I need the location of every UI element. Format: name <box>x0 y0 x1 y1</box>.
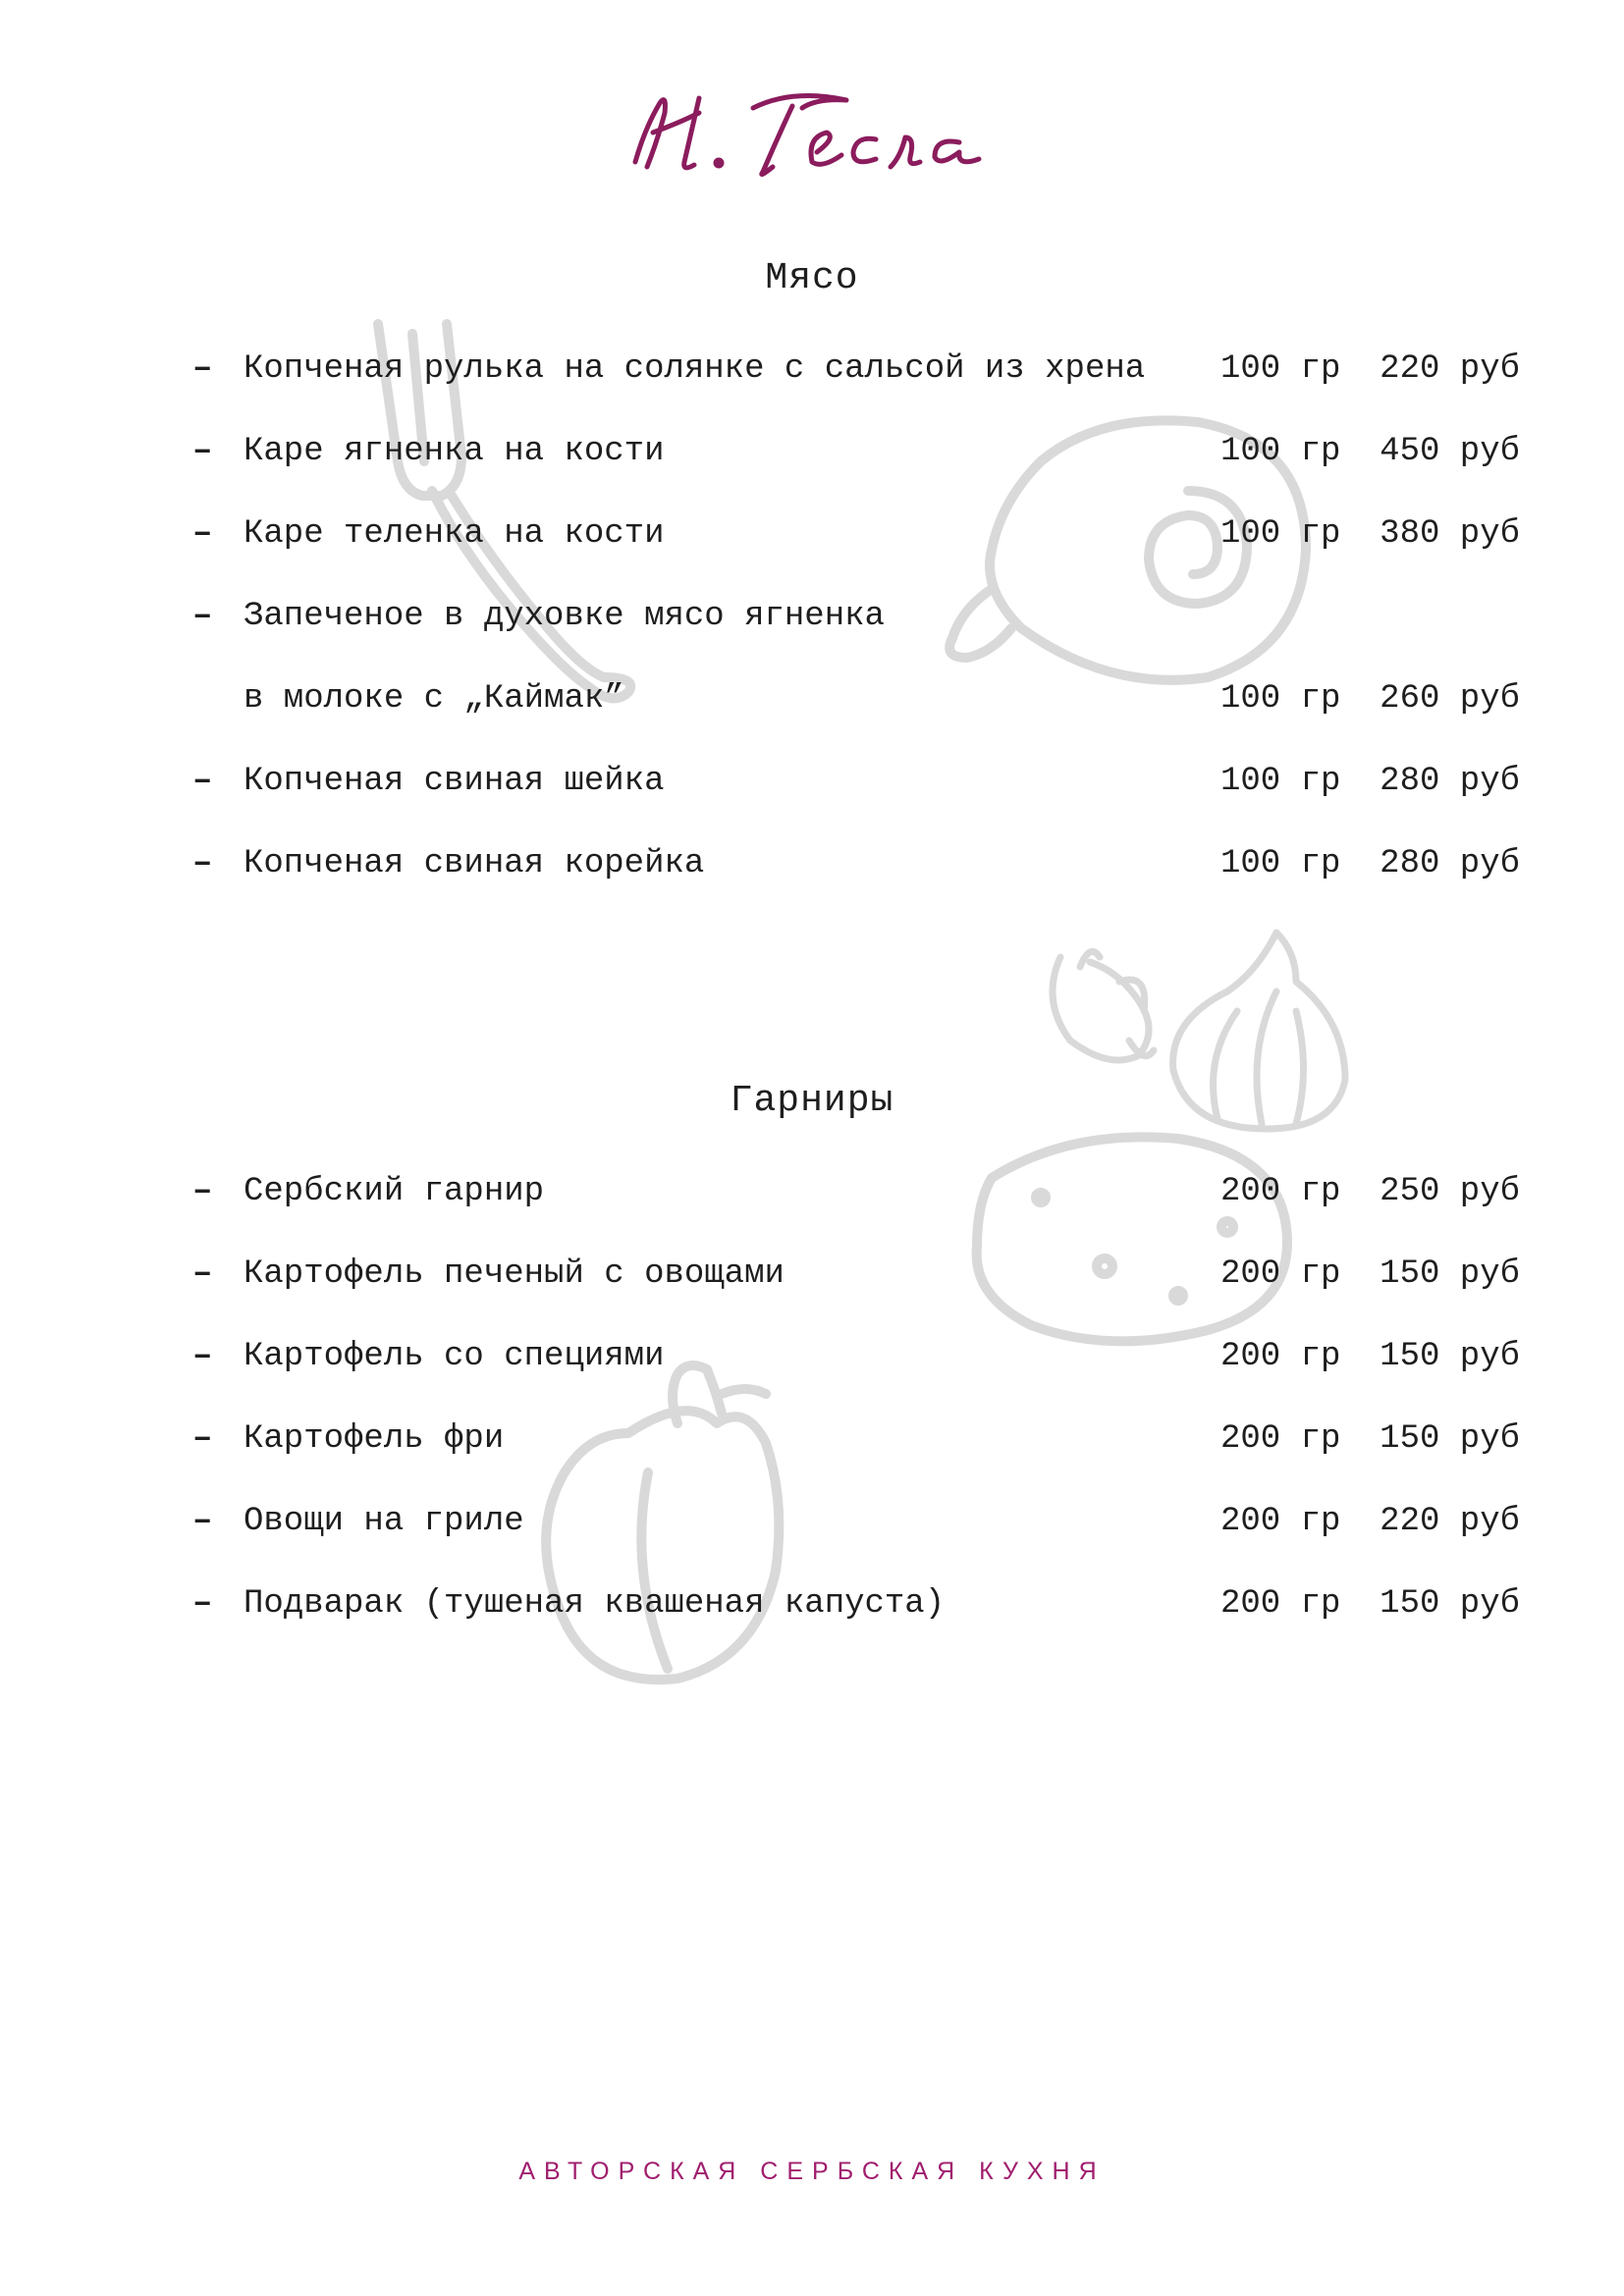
dish-name: Копченая рулька на солянке с сальсой из хрена <box>244 350 1146 388</box>
bullet-dash: – <box>192 1503 213 1540</box>
dish-name-continuation: в молоке с „Каймак” <box>244 680 624 718</box>
section-title-meat: Мясо <box>765 257 859 299</box>
dish-weight: 100 гр <box>1220 433 1341 470</box>
bullet-dash: – <box>192 1420 213 1458</box>
dish-weight: 200 гр <box>1220 1338 1341 1375</box>
dish-price: 280 руб <box>1380 763 1520 800</box>
bullet-dash: – <box>192 1173 213 1210</box>
dish-weight: 200 гр <box>1220 1420 1341 1458</box>
dish-name: Запеченое в духовке мясо ягненка <box>244 598 885 635</box>
garlic-icon <box>1053 951 1154 1060</box>
dish-weight: 100 гр <box>1220 680 1341 718</box>
dish-weight: 100 гр <box>1220 763 1341 800</box>
dish-price: 250 руб <box>1380 1173 1520 1210</box>
dish-price: 280 руб <box>1380 845 1520 882</box>
dish-weight: 200 гр <box>1220 1503 1341 1540</box>
menu-item <box>192 1398 1520 1480</box>
menu-item <box>192 328 1520 410</box>
menu-list-garnish <box>192 1150 1520 1645</box>
dish-price: 150 руб <box>1380 1585 1520 1623</box>
bullet-dash: – <box>192 433 213 470</box>
menu-item <box>192 1563 1520 1645</box>
logo-signature-icon <box>606 69 1018 196</box>
dish-price: 450 руб <box>1380 433 1520 470</box>
menu-item <box>192 1315 1520 1398</box>
dish-price: 150 руб <box>1380 1255 1520 1293</box>
logo <box>0 69 1624 216</box>
logo-text <box>0 196 1 197</box>
menu-item <box>192 575 1520 658</box>
section-title-garnish: Гарниры <box>730 1080 894 1122</box>
dish-price: 150 руб <box>1380 1420 1520 1458</box>
bullet-dash: – <box>192 763 213 800</box>
menu-item <box>192 1233 1520 1315</box>
dish-weight: 200 гр <box>1220 1585 1341 1623</box>
dish-weight: 200 гр <box>1220 1255 1341 1293</box>
menu-item <box>192 1150 1520 1233</box>
dish-name: Овощи на гриле <box>244 1503 524 1540</box>
bullet-dash: – <box>192 515 213 553</box>
dish-weight: 100 гр <box>1220 845 1341 882</box>
dish-weight: 100 гр <box>1220 350 1341 388</box>
menu-item <box>192 410 1520 493</box>
dish-name: Копченая свиная корейка <box>244 845 705 882</box>
bullet-dash: – <box>192 1255 213 1293</box>
dish-price: 260 руб <box>1380 680 1520 718</box>
dish-name: Картофель со специями <box>244 1338 665 1375</box>
menu-item <box>192 740 1520 823</box>
menu-item <box>192 493 1520 575</box>
dish-name: Сербский гарнир <box>244 1173 545 1210</box>
footer-tagline: АВТОРСКАЯ СЕРБСКАЯ КУХНЯ <box>518 2158 1106 2185</box>
dish-name: Копченая свиная шейка <box>244 763 665 800</box>
dish-price: 150 руб <box>1380 1338 1520 1375</box>
bullet-dash: – <box>192 845 213 882</box>
menu-item <box>192 1480 1520 1563</box>
dish-name: Картофель фри <box>244 1420 505 1458</box>
dish-price: 220 руб <box>1380 1503 1520 1540</box>
menu-item-continuation <box>192 658 1520 740</box>
bullet-dash: – <box>192 350 213 388</box>
menu-list-meat <box>192 328 1520 905</box>
dish-weight: 100 гр <box>1220 515 1341 553</box>
bullet-dash: – <box>192 1585 213 1623</box>
dish-price: 380 руб <box>1380 515 1520 553</box>
dish-name: Подварак (тушеная квашеная капуста) <box>244 1585 946 1623</box>
dish-name: Картофель печеный с овощами <box>244 1255 785 1293</box>
dish-name: Каре теленка на кости <box>244 515 665 553</box>
dish-price: 220 руб <box>1380 350 1520 388</box>
bullet-dash: – <box>192 598 213 635</box>
bullet-dash: – <box>192 1338 213 1375</box>
dish-name: Каре ягненка на кости <box>244 433 665 470</box>
dish-weight: 200 гр <box>1220 1173 1341 1210</box>
menu-item <box>192 823 1520 905</box>
